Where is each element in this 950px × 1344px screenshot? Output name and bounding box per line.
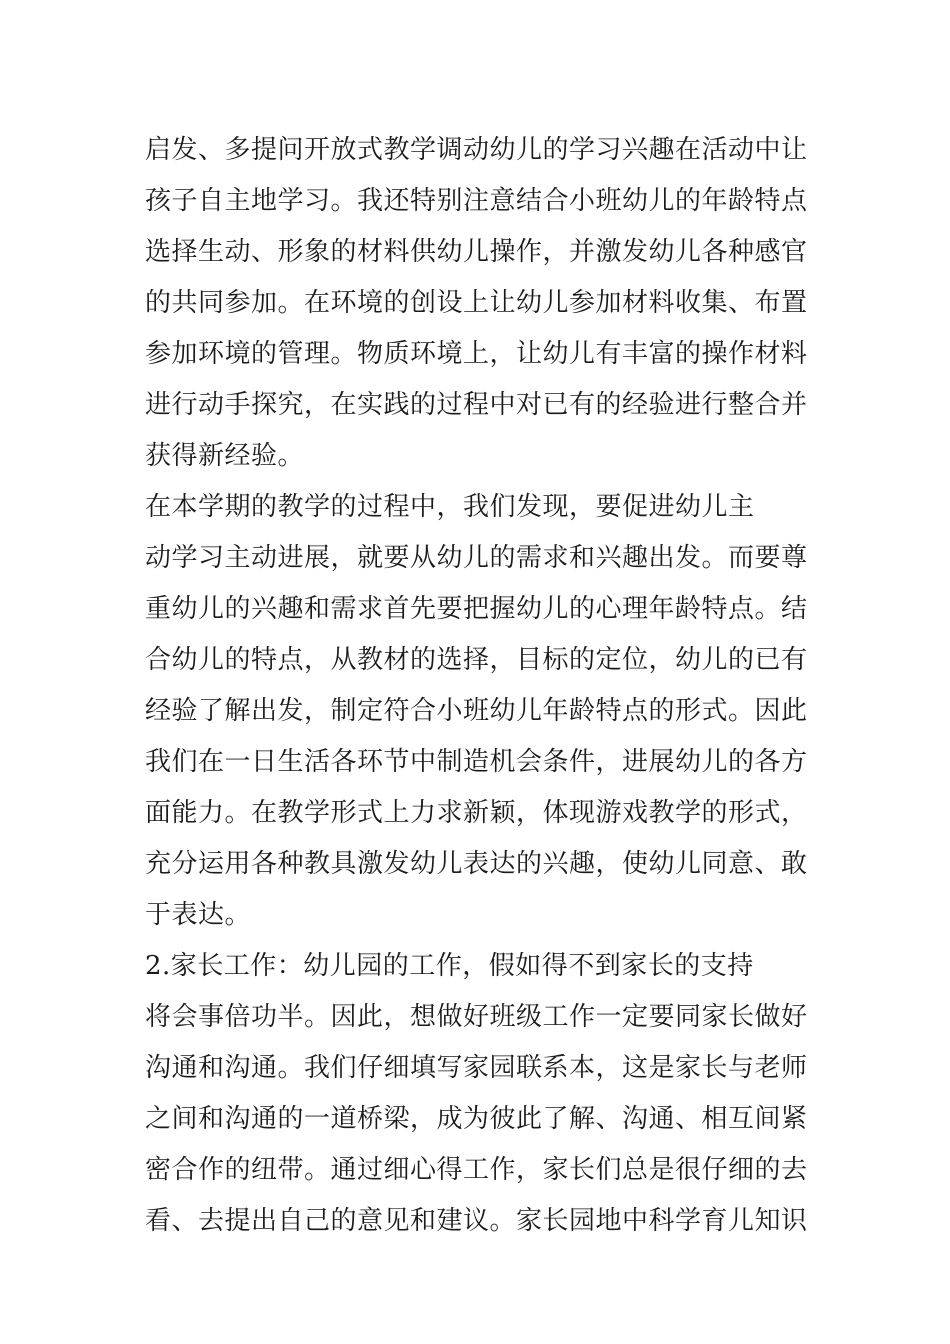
paragraph-3: 2.家长工作：幼儿园的工作，假如得不到家长的支持 将会事倍功半。因此，想做好班级工作一定要同家长做好 沟通和沟通。我们仔细填写家园联系本，这是家长与老师 之间和沟通的一道桥梁，成为彼此了解、沟通、相互间紧 密合作的纽带。通过细心得工作，家长们总是很仔细的去 看、去提出自己的意见和建议。家长园地中科学育儿知识 <box>145 951 808 1236</box>
document-body <box>145 125 810 1247</box>
paragraph-2: 在本学期的教学的过程中，我们发现，要促进幼儿主 动学习主动进展，就要从幼儿的需求和兴趣出发。而要尊 重幼儿的兴趣和需求首先要把握幼儿的心理年龄特点。结 合幼儿的特点，从教材的选择，目标的定位，幼儿的已有 经验了解出发，制定符合小班幼儿年龄特点的形式。因此 我们在一日生活各环节中制造机会条件，进展幼儿的各方 面能力。在教学形式上力求新颖，体现游戏教学的形式， 充分运用各种教具激发幼儿表达的兴趣，使幼儿同意、敢 于表达。 <box>145 492 808 930</box>
paragraph-1: 启发、多提问开放式教学调动幼儿的学习兴趣在活动中让 孩子自主地学习。我还特别注意结合小班幼儿的年龄特点 选择生动、形象的材料供幼儿操作，并激发幼儿各种感官 的共同参加。在环境的创设上让幼儿参加材料收集、布置 参加环境的管理。物质环境上，让幼儿有丰富的操作材料 进行动手探究，在实践的过程中对已有的经验进行整合并 获得新经验。 <box>145 135 808 471</box>
